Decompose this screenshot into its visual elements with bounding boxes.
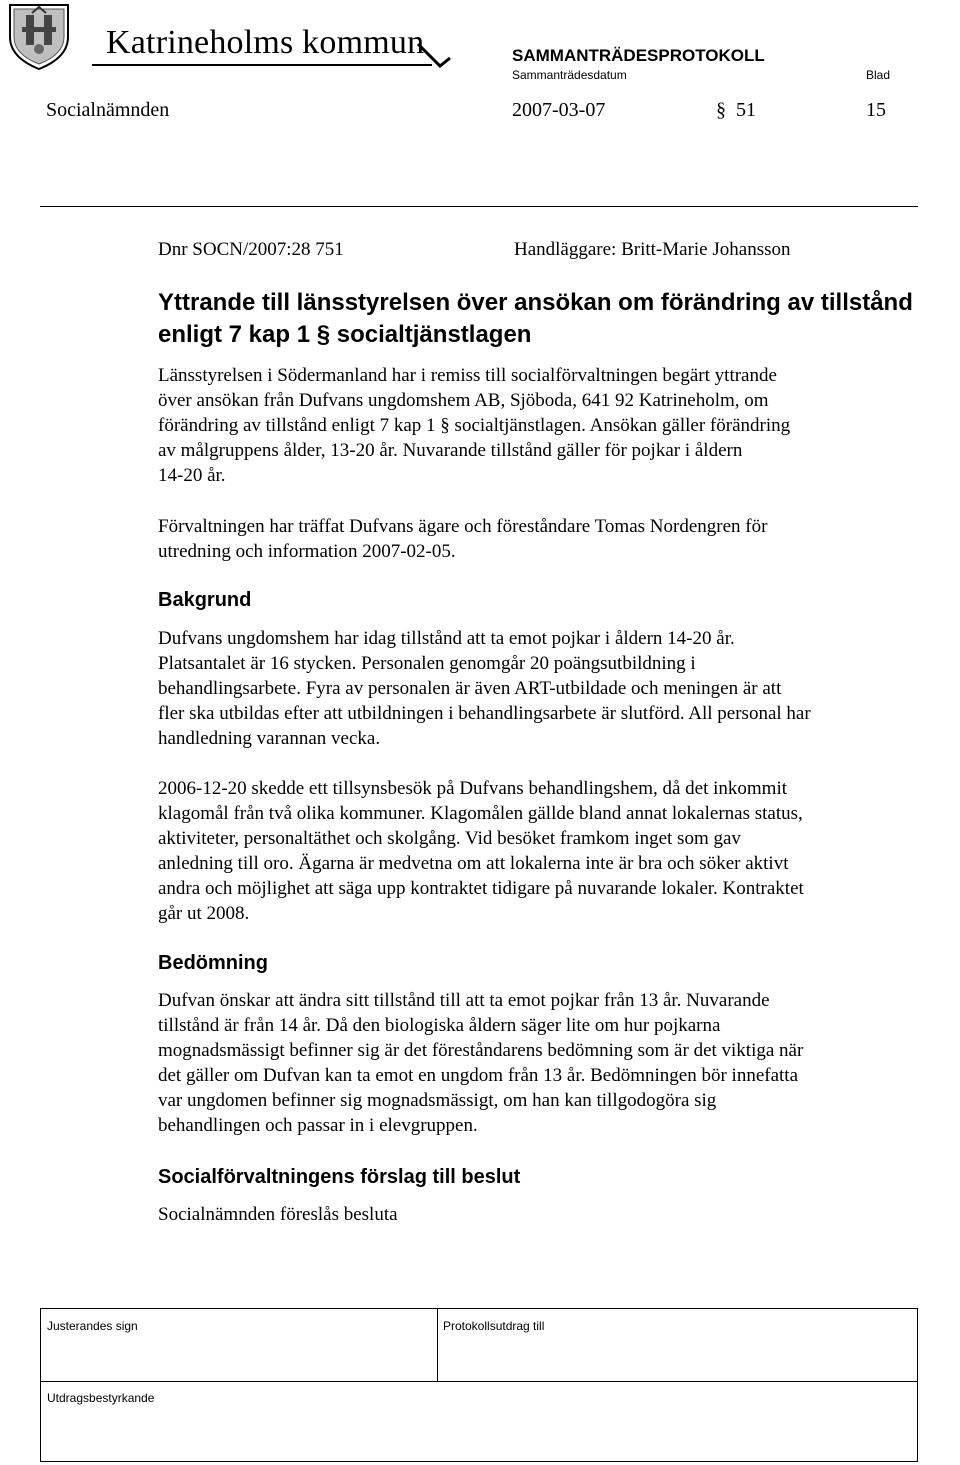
text-line: anledning till oro. Ägarna är medvetna om att lokalerna inte är bra och söker aktivt (158, 853, 789, 874)
bakgrund-paragraph-2 (158, 776, 918, 926)
date-label: Sammanträdesdatum (512, 68, 627, 82)
case-handler: Handläggare: Britt-Marie Johansson (514, 239, 791, 260)
page-number: 15 (866, 99, 886, 121)
signature-box (40, 1308, 918, 1462)
text-line: av målgruppens ålder, 13-20 år. Nuvarande tillstånd gäller för pojkar i åldern (158, 440, 743, 461)
intro-paragraph-1 (158, 363, 918, 488)
text-line: aktiviteter, personaltäthet och skolgång. Vid besöket framkom inget som gav (158, 828, 741, 849)
municipal-crest-logo (2, 1, 76, 71)
logo-underline (92, 64, 432, 66)
text-line: fler ska utbildas efter att utbildningen i behandlingsarbete är slutförd. All personal har (158, 703, 811, 724)
header-divider (40, 206, 918, 207)
text-line: Dufvans ungdomshem har idag tillstånd att ta emot pojkar i åldern 14-20 år. (158, 628, 735, 649)
text-line: Platsantalet är 16 stycken. Personalen genomgår 20 poängsutbildning i (158, 653, 696, 674)
justerandes-sign-label: Justerandes sign (47, 1319, 138, 1333)
text-line: var ungdomen befinner sig mognadsmässigt, om han kan tillgodogöra sig (158, 1090, 717, 1111)
text-line: Länsstyrelsen i Södermanland har i remiss till socialförvaltningen begärt yttrande (158, 365, 777, 386)
protokollsutdrag-label: Protokollsutdrag till (443, 1319, 545, 1333)
bakgrund-paragraph-1 (158, 626, 918, 751)
logo-swash-icon (416, 42, 452, 68)
text-line: handledning varannan vecka. (158, 728, 381, 749)
text-line: 14-20 år. (158, 465, 226, 486)
section-heading-forslag: Socialförvaltningens förslag till beslut (158, 1166, 521, 1188)
text-line: Förvaltningen har träffat Dufvans ägare och föreståndare Tomas Nordengren för (158, 516, 768, 537)
case-number: Dnr SOCN/2007:28 751 (158, 239, 344, 260)
text-line: tillstånd är från 14 år. Då den biologiska åldern säger lite om hur pojkarna (158, 1015, 721, 1036)
text-line: 2006-12-20 skedde ett tillsynsbesök på Dufvans behandlingshem, då det inkommit (158, 778, 788, 799)
forslag-text: Socialnämnden föreslås besluta (158, 1204, 398, 1225)
document-type: SAMMANTRÄDESPROTOKOLL (512, 46, 765, 65)
paragraph-symbol: § (716, 99, 726, 121)
section-heading-bakgrund: Bakgrund (158, 589, 252, 611)
text-line: över ansökan från Dufvans ungdomshem AB, Sjöboda, 641 92 Katrineholm, om (158, 390, 769, 411)
municipality-logo (92, 6, 452, 68)
text-line: behandlingen och passar in i elevgruppen. (158, 1115, 478, 1136)
bedomning-paragraph (158, 988, 918, 1138)
document-title: Yttrande till länsstyrelsen över ansökan om förändring av tillstånd enligt 7 kap 1 § socialtjänstlagen (158, 289, 913, 348)
logo-wordmark: Katrineholms kommun (106, 24, 425, 61)
signature-box-row-divider (41, 1381, 917, 1382)
text-line: Dufvan önskar att ändra sitt tillstånd till att ta emot pojkar från 13 år. Nuvarande (158, 990, 770, 1011)
text-line: förändring av tillstånd enligt 7 kap 1 § socialtjänstlagen. Ansökan gäller förändring (158, 415, 791, 436)
text-line: utredning och information 2007-02-05. (158, 541, 456, 562)
utdragsbestyrkande-label: Utdragsbestyrkande (47, 1391, 155, 1405)
body-name: Socialnämnden (46, 99, 170, 121)
text-line: mognadsmässigt befinner sig är det föreståndarens bedömning som är det viktiga när (158, 1040, 804, 1061)
section-heading-bedomning: Bedömning (158, 952, 268, 974)
paragraph-number: 51 (736, 99, 756, 121)
text-line: behandlingsarbete. Fyra av personalen är även ART-utbildade och meningen är att (158, 678, 782, 699)
page-label: Blad (866, 68, 891, 82)
signature-box-divider (437, 1309, 438, 1381)
text-line: det gäller om Dufvan kan ta emot en ungdom från 13 år. Bedömningen bör innefatta (158, 1065, 799, 1086)
intro-paragraph-2 (158, 514, 918, 564)
meeting-date: 2007-03-07 (512, 99, 606, 121)
text-line: går ut 2008. (158, 903, 250, 924)
text-line: klagomål från två olika kommuner. Klagomålen gällde bland annat lokalernas status, (158, 803, 803, 824)
text-line: andra och möjlighet att säga upp kontraktet tidigare på nuvarande lokaler. Kontraktet (158, 878, 804, 899)
